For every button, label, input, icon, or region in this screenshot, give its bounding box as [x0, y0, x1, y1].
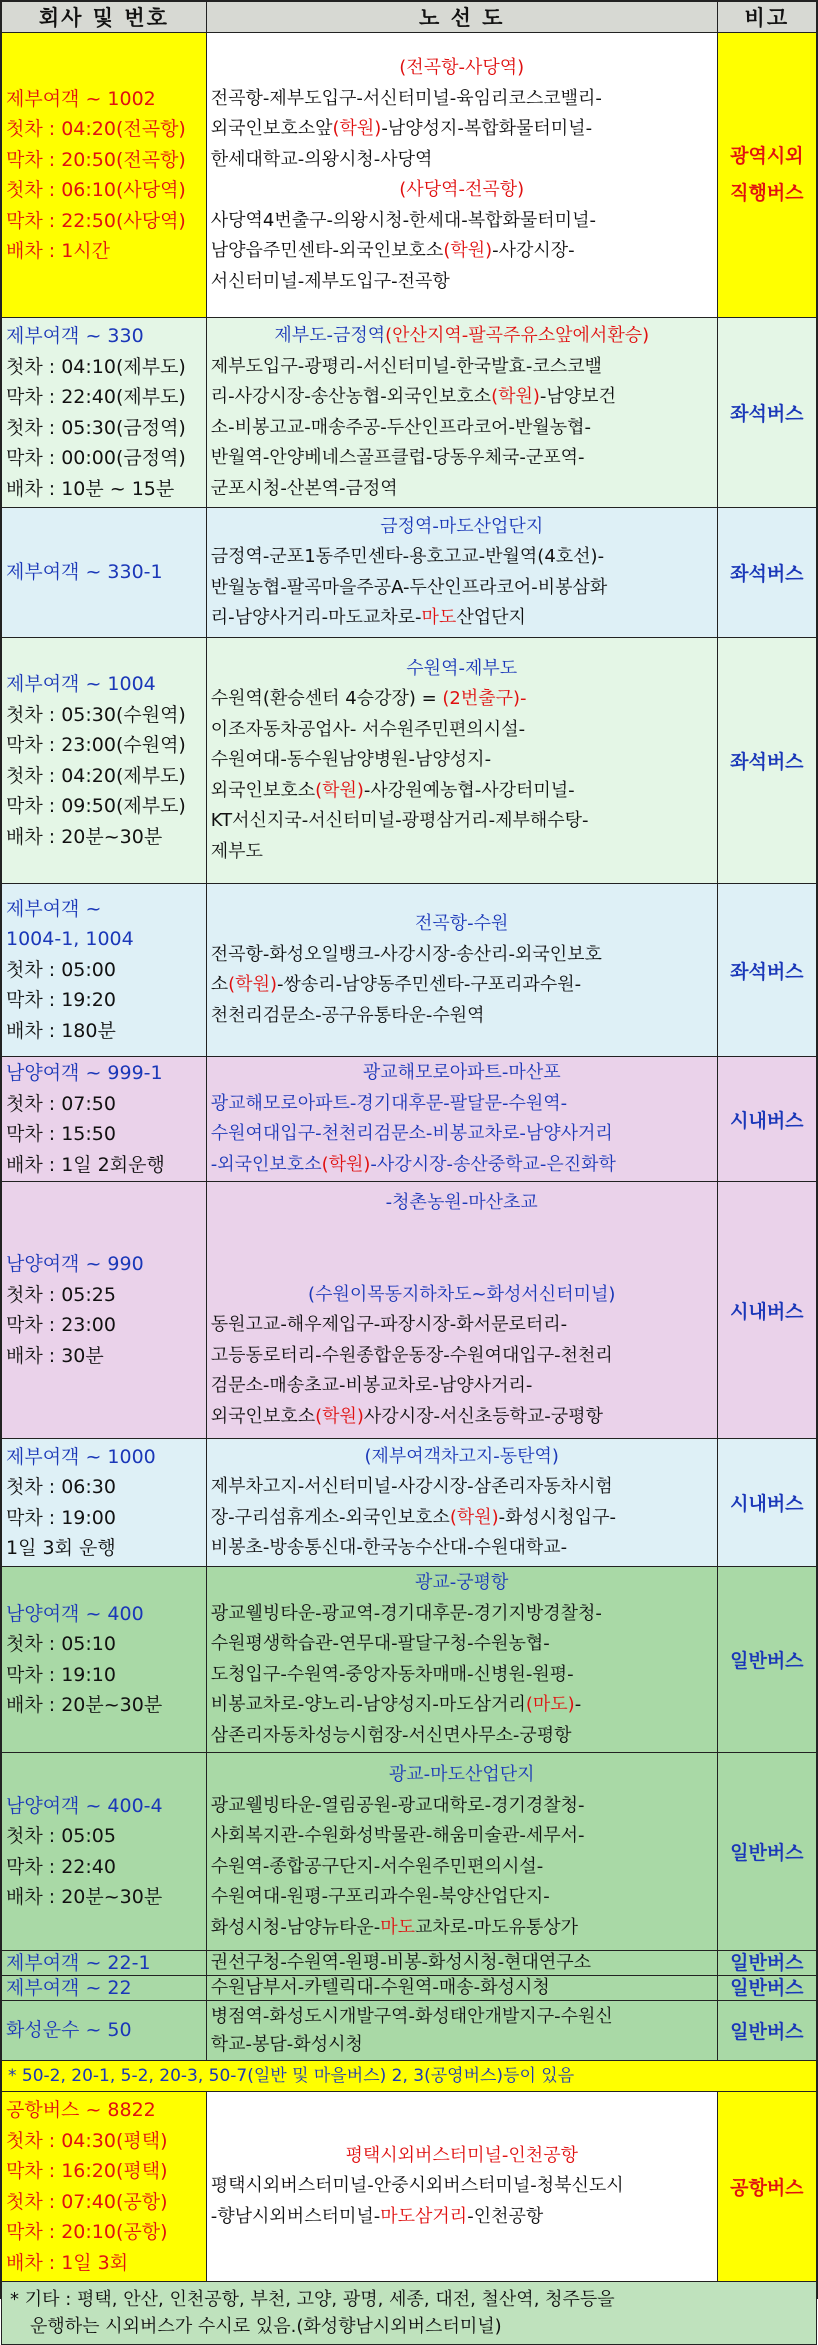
- route-text: 서신터미널-제부도입구-전곡항: [210, 270, 450, 292]
- schedule-line: 막차 : 22:40: [6, 1855, 116, 1878]
- route-line: [211, 84, 713, 115]
- route-text: 광교-마도산업단지: [388, 1764, 535, 1785]
- route-highlight: (학원): [332, 118, 382, 139]
- route-line: [211, 382, 713, 413]
- route-line: [211, 1150, 713, 1181]
- route-text: 사회복지관-수원화성박물관-해움미술관-세무서-: [210, 1825, 585, 1846]
- route-text: 외국인보호소: [210, 1405, 316, 1427]
- header-row: [2, 2, 817, 33]
- route-text: 사강시장-서신초등학교-궁평항: [363, 1405, 603, 1427]
- note-line: 시내버스: [730, 1109, 804, 1132]
- route-row-330-1: [2, 508, 817, 638]
- route-cell: [206, 1753, 717, 1951]
- route-cell: [206, 1182, 717, 1439]
- schedule-line: 첫차 : 07:50: [6, 1092, 116, 1115]
- route-cell: [206, 508, 717, 638]
- route-line: [211, 1629, 713, 1660]
- route-title: [211, 654, 713, 685]
- route-text: 산업단지: [456, 607, 526, 628]
- route-text: 소-비봉고교-매송주공-두산인프라코어-반월농협-: [210, 416, 591, 438]
- schedule-line: 막차 : 20:50(전곡항): [6, 148, 186, 171]
- route-text: 남양읍주민센타-외국인보호소: [210, 240, 444, 261]
- schedule-line: 첫차 : 04:20(전곡항): [6, 118, 186, 140]
- header-route: 노 선 도: [206, 2, 717, 33]
- route-text: 제부도입구-광평리-서신터미널-한국발효-코스코밸: [210, 355, 602, 377]
- schedule-line: 첫차 : 04:20(제부도): [6, 764, 186, 787]
- route-text: 한세대학교-의왕시청-사당역: [210, 148, 433, 170]
- route-line: [211, 352, 713, 383]
- route-title: [211, 1442, 713, 1473]
- schedule-line: 첫차 : 05:10: [6, 1633, 116, 1655]
- route-text: -청촌농원-마산초교: [385, 1192, 538, 1213]
- schedule-line: 배차 : 1일 3회: [6, 2251, 129, 2274]
- route-line: [211, 806, 713, 837]
- note-line: 일반버스: [730, 2021, 804, 2043]
- route-title: [211, 1760, 713, 1791]
- note-cell: [717, 1753, 816, 1951]
- spacer: [211, 1249, 713, 1280]
- company-name: 남양여객 ~ 999-1: [6, 1062, 163, 1084]
- route-line: [211, 2202, 713, 2233]
- note-line: 일반버스: [730, 1977, 804, 1999]
- schedule-line: 배차 : 20분~30분: [6, 1694, 163, 1716]
- company-cell: [2, 1182, 207, 1439]
- route-text: 동원고교-해우제입구-파장시장-화서문로터리-: [210, 1314, 568, 1335]
- route-line: [211, 2003, 713, 2031]
- route-cell: [206, 318, 717, 508]
- route-line: [211, 745, 713, 776]
- schedule-line: 막차 : 23:00(수원역): [6, 734, 186, 756]
- route-cell: [206, 2092, 717, 2282]
- route-text: 수원역(환승센터 4승강장) =: [210, 688, 443, 710]
- route-text: -외국인보호소: [210, 1153, 322, 1175]
- route-text: -: [574, 1694, 582, 1715]
- route-line: [211, 1371, 713, 1402]
- note-cell: [717, 1567, 816, 1753]
- route-highlight: (안산지역-팔곡주유소앞에서환승): [385, 325, 650, 346]
- route-text: 이조자동차공업사- 서수원주민편의시설-: [210, 718, 526, 740]
- route-row-999-1: [2, 1057, 817, 1182]
- route-line: [211, 940, 713, 971]
- route-cell: [206, 33, 717, 318]
- route-text: 반월역-안양베네스골프클럽-당동우체국-군포역-: [210, 447, 585, 468]
- route-text: 평택시외버스터미널-안중시외버스터미널-청북신도시: [210, 2175, 624, 2197]
- route-text: 제부도-금정역: [274, 325, 386, 346]
- route-line: [211, 443, 713, 474]
- route-text: 도청입구-수원역-중앙자동차매매-신병원-원평-: [210, 1663, 574, 1685]
- company-cell: [2, 1567, 207, 1753]
- route-text: (사당역-전곡항): [399, 179, 525, 200]
- route-text: 학교-봉담-화성시청: [210, 2033, 363, 2055]
- schedule-line: 1일 3회 운행: [6, 1537, 116, 1559]
- route-line: [211, 114, 713, 145]
- route-text: 전곡항-수원: [415, 913, 509, 934]
- route-row-1004-1: [2, 884, 817, 1057]
- company-name: 제부여객 ~ 22: [6, 1977, 132, 1999]
- company-cell: [2, 1976, 207, 2001]
- route-line: [211, 1721, 713, 1752]
- company-name: 제부여객 ~: [6, 897, 102, 920]
- company-cell: [2, 2092, 207, 2282]
- route-text: 천천리검문소-공구유통타운-수원역: [210, 1004, 485, 1026]
- schedule-line: 첫차 : 05:00: [6, 958, 116, 981]
- route-text: 금정역-군포1동주민센타-용호고교-반월역(4호선)-: [210, 546, 605, 567]
- route-text: 병점역-화성도시개발구역-화성태안개발지구-수원신: [210, 2005, 613, 2027]
- route-text: -사강시장-송산중학교-은진화학: [370, 1153, 616, 1175]
- note-line: 공항버스: [730, 2177, 804, 2199]
- route-line: [211, 1882, 713, 1913]
- note-cell: [717, 1439, 816, 1567]
- note-cell: [717, 1951, 816, 1976]
- schedule-line: 배차 : 20분~30분: [6, 825, 163, 848]
- note-line: 버스: [766, 182, 804, 204]
- route-text: 수원여대-원평-구포리과수원-북양산업단지-: [210, 1886, 550, 1907]
- footer-note: [2, 2282, 817, 2345]
- route-text: 수원역-제부도: [406, 657, 518, 679]
- route-highlight: (학원): [443, 240, 493, 261]
- header-company: 회사 및 번호: [2, 2, 207, 33]
- company-name: 1004-1, 1004: [6, 928, 134, 951]
- route-cell: [206, 1976, 717, 2001]
- schedule-line: 배차 : 180분: [6, 1019, 116, 1042]
- route-row-400-4: [2, 1753, 817, 1951]
- route-line: [211, 1119, 713, 1150]
- route-line: [211, 573, 713, 604]
- route-text: -쌍송리-남양동주민센타-구포리과수원-: [276, 974, 582, 995]
- route-line: [211, 1913, 713, 1944]
- company-name: 제부여객 ~ 1000: [6, 1445, 156, 1468]
- note-line: 시외: [766, 145, 804, 167]
- route-cell: [206, 2001, 717, 2061]
- route-text: -인천공항: [467, 2205, 544, 2227]
- route-line: [211, 1690, 713, 1721]
- route-text: 광교웰빙타운-광교역-경기대후문-경기지방경찰청-: [210, 1602, 602, 1624]
- route-highlight: (학원): [491, 386, 540, 407]
- route-line: [211, 2171, 713, 2202]
- other-routes-row: [2, 2061, 817, 2092]
- route-text: 리-사강시장-송산농협-외국인보호소: [210, 386, 492, 407]
- route-text: 수원여대입구-천천리검문소-비봉교차로-남양사거리: [210, 1123, 613, 1144]
- route-text: 사당역4번출구-의왕시청-한세대-복합화물터미널-: [210, 209, 596, 231]
- company-name: 제부여객 ~ 1004: [6, 673, 156, 695]
- route-row-400: [2, 1567, 817, 1753]
- route-text: 전곡항-제부도입구-서신터미널-육임리코스코밸리-: [210, 87, 602, 109]
- route-title: [211, 1058, 713, 1089]
- company-cell: [2, 1439, 207, 1567]
- schedule-line: 첫차 : 04:10(제부도): [6, 355, 186, 378]
- company-cell: [2, 318, 207, 508]
- route-highlight: (학원): [449, 1506, 499, 1528]
- schedule-line: 첫차 : 04:30(평택): [6, 2129, 168, 2152]
- schedule-line: 제부여객 ~ 1002: [6, 87, 156, 110]
- route-title: [211, 909, 713, 940]
- route-text: (수원이목동지하차도~화성서신터미널): [308, 1283, 616, 1305]
- route-text: 장-구리섬휴게소-외국인보호소: [210, 1506, 450, 1528]
- footer-line: * 기타 : 평택, 안산, 인천공항, 부천, 고양, 광명, 세종, 대전, 철산역, 청주등을: [10, 2289, 615, 2310]
- route-text: 삼존리자동차성능시험장-서신면사무소-궁평항: [210, 1724, 572, 1746]
- note-line: 직행: [730, 182, 767, 204]
- schedule-line: 공항버스 ~ 8822: [6, 2099, 156, 2121]
- note-line: 시내버스: [730, 1493, 804, 1515]
- note-cell: [717, 2001, 816, 2061]
- route-text: -화성시청입구-: [498, 1506, 616, 1528]
- company-name: 제부여객 ~ 22-1: [6, 1952, 151, 1974]
- note-line: 시내버스: [730, 1300, 804, 1323]
- company-name: 남양여객 ~ 990: [6, 1253, 144, 1275]
- note-cell: [717, 1976, 816, 2001]
- note-line: 좌석버스: [730, 563, 804, 585]
- route-highlight: (2번출구)-: [442, 688, 527, 710]
- route-text: 광교-궁평항: [415, 1572, 509, 1593]
- route-text: 금정역-마도산업단지: [380, 515, 544, 537]
- route-cell: [206, 638, 717, 884]
- company-cell: [2, 508, 207, 638]
- route-line: [211, 413, 713, 444]
- route-line: [211, 1089, 713, 1120]
- schedule-line: 막차 : 15:50: [6, 1123, 116, 1145]
- route-text: 반월농협-팔곡마을주공A-두산인프라코어-비봉삼화: [210, 576, 608, 598]
- route-line: [211, 684, 713, 715]
- company-name: 제부여객 ~ 330: [6, 325, 144, 347]
- route-text: 외국인보호소앞: [210, 118, 333, 139]
- route-highlight: 마도삼거리: [380, 2205, 468, 2227]
- route-line: [211, 1341, 713, 1372]
- route-line: [211, 1660, 713, 1691]
- route-title: [211, 321, 713, 352]
- route-title: [211, 175, 713, 206]
- route-line: [211, 1310, 713, 1341]
- route-line: [211, 145, 713, 176]
- route-cell: [206, 1951, 717, 1976]
- schedule-line: 첫차 : 06:30: [6, 1476, 116, 1498]
- company-name: 제부여객 ~ 330-1: [6, 561, 163, 584]
- route-text: 고등동로터리-수원종합운동장-수원여대입구-천천리: [210, 1344, 613, 1366]
- route-line: [211, 2031, 713, 2059]
- company-cell: [2, 638, 207, 884]
- route-text: -사강시장-: [492, 240, 575, 261]
- note-line: 일반버스: [730, 1842, 804, 1864]
- route-line: [211, 1001, 713, 1032]
- bus-route-table: [1, 1, 817, 2345]
- spacer: [211, 1219, 713, 1250]
- note-line: 좌석버스: [730, 960, 804, 983]
- route-line: [211, 474, 713, 505]
- route-text: 수원역-종합공구단지-서수원주민편의시설-: [210, 1855, 544, 1877]
- route-title: [211, 1568, 713, 1599]
- route-line: [211, 837, 713, 868]
- schedule-line: 첫차 : 05:30(금정역): [6, 416, 186, 439]
- route-line: [211, 970, 713, 1001]
- route-title: [211, 53, 713, 84]
- schedule-line: 첫차 : 06:10(사당역): [6, 179, 186, 201]
- route-text: 수원평생학습관-연무대-팔달구청-수원농협-: [210, 1633, 550, 1654]
- schedule-line: 막차 : 20:10(공항): [6, 2221, 168, 2243]
- note-cell: [717, 1182, 816, 1439]
- route-text: 제부도: [210, 840, 263, 862]
- schedule-line: 배차 : 20분~30분: [6, 1886, 163, 1908]
- schedule-line: 막차 : 09:50(제부도): [6, 795, 186, 817]
- route-title: [211, 2141, 713, 2172]
- note-line: 일반버스: [730, 1952, 804, 1974]
- route-text: KT서신지국-서신터미널-광평삼거리-제부해수탕-: [210, 810, 589, 832]
- note-cell: [717, 884, 816, 1057]
- route-line: [211, 236, 713, 267]
- company-name: 남양여객 ~ 400: [6, 1602, 144, 1625]
- route-text: 교차로-마도유통상가: [415, 1916, 579, 1938]
- company-name: 화성운수 ~ 50: [6, 2019, 132, 2042]
- route-row-990: [2, 1182, 817, 1439]
- route-line: [211, 267, 713, 298]
- company-cell: [2, 1951, 207, 1976]
- route-row-1000: [2, 1439, 817, 1567]
- schedule-line: 첫차 : 05:05: [6, 1825, 116, 1847]
- route-row-330: [2, 318, 817, 508]
- note-cell: [717, 2092, 816, 2282]
- route-text: (전곡항-사당역): [399, 57, 525, 78]
- route-row-1004: [2, 638, 817, 884]
- route-highlight: (학원): [228, 974, 277, 995]
- route-line: [211, 715, 713, 746]
- route-text: 권선구청-수원역-원평-비봉-화성시청-현대연구소: [210, 1952, 591, 1973]
- route-text: -남양보건: [539, 386, 616, 407]
- route-line: [211, 1951, 713, 1975]
- route-text: -남양성지-복합화물터미널-: [381, 118, 593, 139]
- route-highlight: (학원): [315, 779, 364, 801]
- route-line: [211, 1472, 713, 1503]
- route-title: [211, 1188, 713, 1219]
- route-line: [211, 1821, 713, 1852]
- schedule-line: 막차 : 00:00(금정역): [6, 447, 186, 469]
- note-cell: [717, 638, 816, 884]
- route-text: 제부차고지-서신터미널-사강시장-삼존리자동차시험: [210, 1476, 613, 1497]
- route-highlight: (학원): [321, 1153, 371, 1175]
- company-cell: [2, 1057, 207, 1182]
- schedule-line: 배차 : 1시간: [6, 240, 110, 262]
- schedule-line: 막차 : 23:00: [6, 1314, 116, 1336]
- route-title: [211, 1280, 713, 1311]
- route-line: [211, 542, 713, 573]
- route-text: 전곡항-화성오일뱅크-사강시장-송산리-외국인보호: [210, 943, 602, 965]
- schedule-line: 막차 : 19:20: [6, 989, 116, 1012]
- route-row-22: [2, 1976, 817, 2001]
- route-text: (제부여객차고지-동탄역): [364, 1445, 559, 1467]
- company-cell: [2, 33, 207, 318]
- route-row-50: [2, 2001, 817, 2061]
- note-line: 광역: [730, 145, 767, 167]
- route-text: 군포시청-산본역-금정역: [210, 477, 398, 499]
- schedule-line: 막차 : 22:50(사당역): [6, 209, 186, 232]
- route-title: [211, 512, 713, 543]
- schedule-line: 배차 : 30분: [6, 1344, 104, 1367]
- note-cell: [717, 318, 816, 508]
- note-line: 좌석버스: [730, 751, 804, 773]
- route-line: [211, 1503, 713, 1534]
- route-row-1002: [2, 33, 817, 318]
- header-note: 비고: [717, 2, 816, 33]
- route-line: [211, 1599, 713, 1630]
- note-line: 일반버스: [730, 1650, 804, 1672]
- route-text: -향남시외버스터미널-: [210, 2205, 381, 2227]
- route-text: -사강원예농협-사강터미널-: [363, 779, 575, 801]
- route-highlight: 마도: [421, 607, 457, 628]
- route-row-22-1: [2, 1951, 817, 1976]
- schedule-line: 첫차 : 07:40(공항): [6, 2190, 168, 2213]
- route-text: 비봉교차로-양노리-남양성지-마도삼거리: [210, 1694, 526, 1715]
- route-highlight: 마도: [380, 1916, 416, 1938]
- route-text: 외국인보호소: [210, 779, 316, 801]
- schedule-line: 배차 : 1일 2회운행: [6, 1153, 165, 1176]
- route-line: [211, 776, 713, 807]
- route-highlight: (마도): [525, 1694, 575, 1715]
- route-cell: [206, 1057, 717, 1182]
- company-cell: [2, 1753, 207, 1951]
- footer-line: 운행하는 시외버스가 수시로 있음.(화성향남시외버스터미널): [30, 2316, 502, 2337]
- route-text: 수원남부서-카텔릭대-수원역-매송-화성시청: [210, 1977, 550, 1998]
- route-cell: [206, 884, 717, 1057]
- route-highlight: (학원): [315, 1405, 364, 1427]
- schedule-line: 첫차 : 05:25: [6, 1283, 116, 1306]
- route-line: [211, 206, 713, 237]
- route-text: 리-남양사거리-마도교차로-: [210, 607, 422, 628]
- company-cell: [2, 884, 207, 1057]
- route-cell: [206, 1567, 717, 1753]
- schedule-line: 막차 : 19:10: [6, 1663, 116, 1686]
- company-cell: [2, 2001, 207, 2061]
- schedule-line: 막차 : 22:40(제부도): [6, 386, 186, 408]
- note-line: 좌석버스: [730, 403, 804, 425]
- route-text: 수원여대-동수원남양병원-남양성지-: [210, 749, 492, 771]
- route-line: [211, 603, 713, 634]
- route-text: 광교해모로아파트-경기대후문-팔달문-수원역-: [210, 1092, 568, 1114]
- route-text: 광교해모로아파트-마산포: [362, 1062, 561, 1083]
- route-row-8822: [2, 2092, 817, 2282]
- note-cell: [717, 33, 816, 318]
- route-line: [211, 1976, 713, 2000]
- schedule-line: 막차 : 19:00: [6, 1506, 116, 1529]
- route-line: [211, 1533, 713, 1564]
- route-text: 소: [210, 974, 229, 995]
- other-routes-note: * 50-2, 20-1, 5-2, 20-3, 50-7(일반 및 마을버스) 2, 3(공영버스)등이 있음: [2, 2061, 817, 2092]
- company-name: 남양여객 ~ 400-4: [6, 1794, 163, 1817]
- note-cell: [717, 508, 816, 638]
- route-line: [211, 1402, 713, 1433]
- route-text: 평택시외버스터미널-인천공항: [345, 2144, 578, 2166]
- route-text: 비봉초-방송통신대-한국농수산대-수원대학교-: [210, 1537, 568, 1558]
- route-line: [211, 1791, 713, 1822]
- route-cell: [206, 1439, 717, 1567]
- footer-row: [2, 2282, 817, 2345]
- route-line: [211, 1852, 713, 1883]
- route-text: 화성시청-남양뉴타운-: [210, 1916, 381, 1938]
- schedule-line: 첫차 : 05:30(수원역): [6, 703, 186, 726]
- schedule-line: 막차 : 16:20(평택): [6, 2160, 168, 2182]
- schedule-line: 배차 : 10분 ~ 15분: [6, 477, 175, 500]
- note-cell: [717, 1057, 816, 1182]
- route-text: 검문소-매송초교-비봉교차로-남양사거리-: [210, 1375, 533, 1396]
- route-text: 광교웰빙타운-열림공원-광교대학로-경기경찰청-: [210, 1794, 585, 1816]
